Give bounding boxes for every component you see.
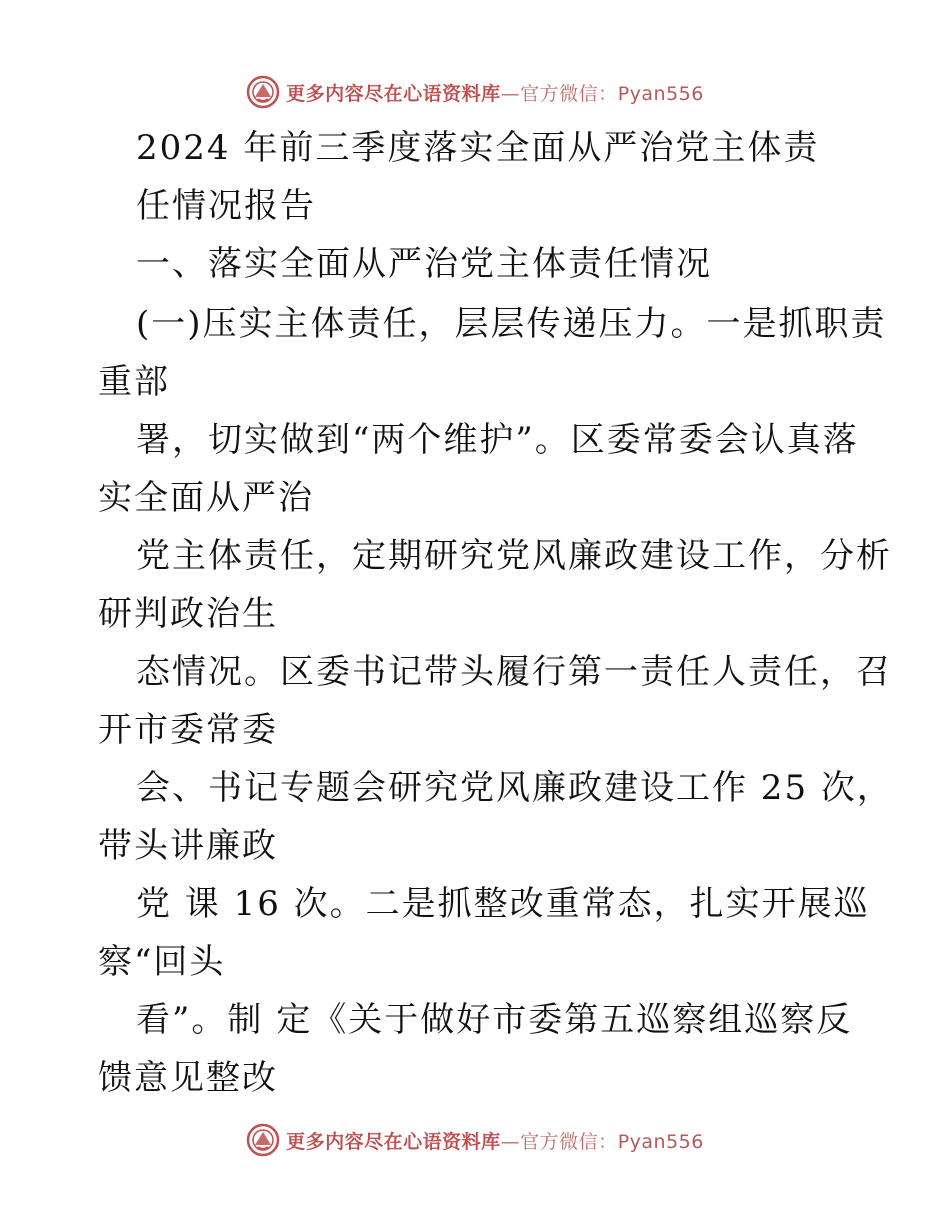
header-banner-sep: —官方微信： [500,82,618,105]
footer-banner-sep: —官方微信： [500,1130,618,1153]
seal-logo-icon [246,75,280,109]
header-banner [0,72,950,112]
paragraph-line: 重部 [98,362,170,402]
paragraph-line: 实全面从严治 [98,478,314,518]
section-heading: 一、落实全面从严治党主体责任情况 [136,244,712,284]
document-title-line-1: 2024 年前三季度落实全面从严治党主体责 [136,128,820,168]
header-banner-text [286,79,704,106]
footer-banner-main: 更多内容尽在心语资料库 [286,1130,501,1153]
document-title-line-2: 任情况报告 [136,186,316,226]
footer-banner-id: Pyan556 [617,1130,704,1153]
paragraph-line: 看”。制 定《关于做好市委第五巡察组巡察反 [136,1000,853,1040]
seal-logo-icon [246,1123,280,1157]
paragraph-line: 开市委常委 [98,710,278,750]
paragraph-line: 会、书记专题会研究党风廉政建设工作 25 次， [136,768,893,808]
footer-banner-text [286,1127,704,1154]
paragraph-line: 党主体责任，定期研究党风廉政建设工作，分析 [136,536,892,576]
paragraph-line: 署，切实做到“两个维护”。区委常委会认真落 [136,420,859,460]
header-banner-main: 更多内容尽在心语资料库 [286,82,501,105]
paragraph-line: 察“回头 [98,942,226,982]
paragraph-line: 带头讲廉政 [98,826,278,866]
footer-banner [0,1120,950,1160]
paragraph-line: 研判政治生 [98,594,278,634]
paragraph-line: 馈意见整改 [98,1058,278,1098]
header-banner-id: Pyan556 [617,82,704,105]
paragraph-line: (一)压实主体责任，层层传递压力。一是抓职责 [136,304,887,344]
paragraph-line: 态情况。区委书记带头履行第一责任人责任，召 [136,652,892,692]
paragraph-line: 党 课 16 次。二是抓整改重常态，扎实开展巡 [136,884,870,924]
